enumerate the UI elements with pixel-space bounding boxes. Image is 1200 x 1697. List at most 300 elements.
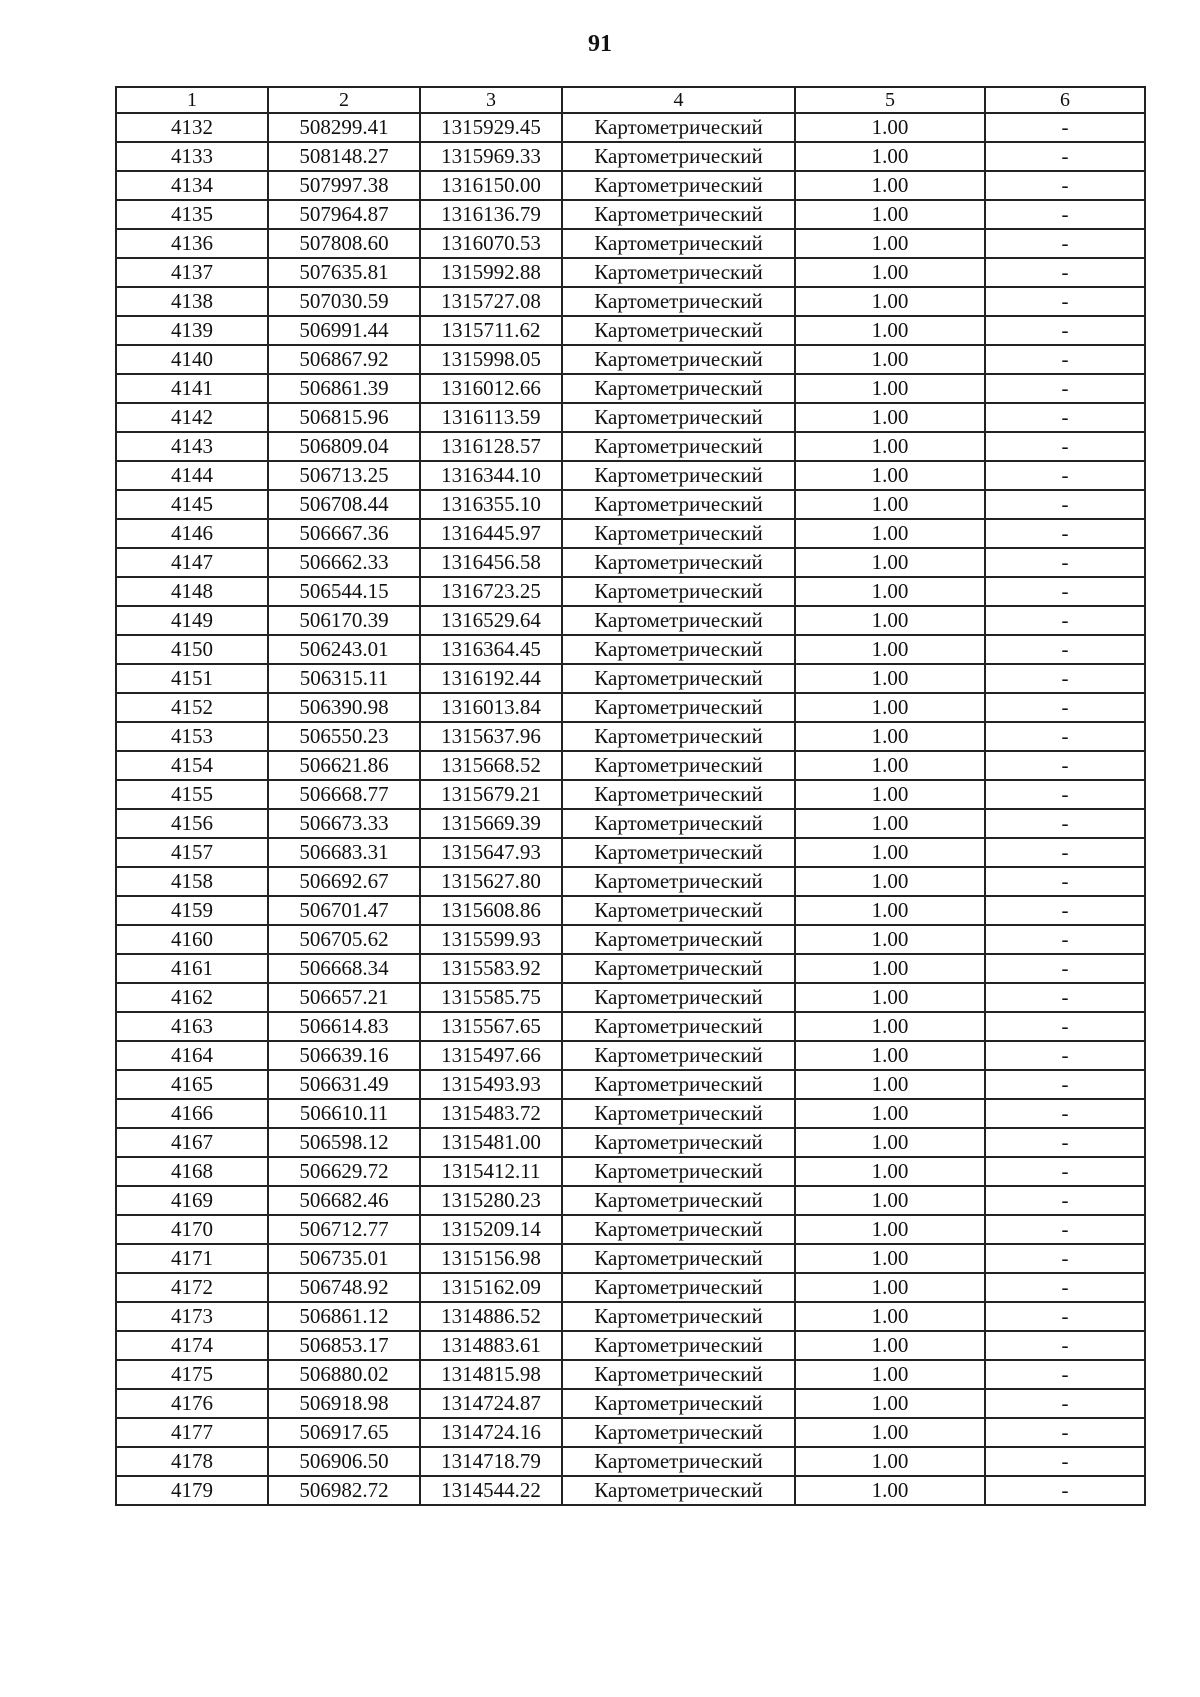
method-cell: Картометрический — [562, 403, 795, 432]
table-row — [116, 1418, 1145, 1447]
method-cell: Картометрический — [562, 1418, 795, 1447]
accuracy-cell: 1.00 — [795, 925, 985, 954]
note-cell: - — [985, 606, 1145, 635]
table-row — [116, 693, 1145, 722]
accuracy-cell: 1.00 — [795, 171, 985, 200]
accuracy-cell: 1.00 — [795, 780, 985, 809]
accuracy-cell: 1.00 — [795, 693, 985, 722]
y-coordinate-cell: 1316445.97 — [420, 519, 562, 548]
x-coordinate-cell: 507997.38 — [268, 171, 420, 200]
x-coordinate-cell: 507964.87 — [268, 200, 420, 229]
method-cell: Картометрический — [562, 838, 795, 867]
accuracy-cell: 1.00 — [795, 519, 985, 548]
method-cell: Картометрический — [562, 751, 795, 780]
accuracy-cell: 1.00 — [795, 316, 985, 345]
x-coordinate-cell: 506243.01 — [268, 635, 420, 664]
x-coordinate-cell: 506708.44 — [268, 490, 420, 519]
x-coordinate-cell: 506639.16 — [268, 1041, 420, 1070]
y-coordinate-cell: 1315627.80 — [420, 867, 562, 896]
accuracy-cell: 1.00 — [795, 896, 985, 925]
point-number-cell: 4173 — [116, 1302, 268, 1331]
note-cell: - — [985, 461, 1145, 490]
accuracy-cell: 1.00 — [795, 1041, 985, 1070]
note-cell: - — [985, 229, 1145, 258]
point-number-cell: 4168 — [116, 1157, 268, 1186]
accuracy-cell: 1.00 — [795, 1012, 985, 1041]
table-row — [116, 548, 1145, 577]
point-number-cell: 4165 — [116, 1070, 268, 1099]
y-coordinate-cell: 1315608.86 — [420, 896, 562, 925]
accuracy-cell: 1.00 — [795, 1302, 985, 1331]
point-number-cell: 4138 — [116, 287, 268, 316]
accuracy-cell: 1.00 — [795, 1331, 985, 1360]
x-coordinate-cell: 506662.33 — [268, 548, 420, 577]
y-coordinate-cell: 1315162.09 — [420, 1273, 562, 1302]
table-row — [116, 1215, 1145, 1244]
point-number-cell: 4178 — [116, 1447, 268, 1476]
table-row — [116, 142, 1145, 171]
column-header: 3 — [420, 87, 562, 113]
point-number-cell: 4135 — [116, 200, 268, 229]
method-cell: Картометрический — [562, 1070, 795, 1099]
accuracy-cell: 1.00 — [795, 142, 985, 171]
point-number-cell: 4143 — [116, 432, 268, 461]
coordinates-table — [115, 86, 1146, 1506]
accuracy-cell: 1.00 — [795, 1244, 985, 1273]
x-coordinate-cell: 506631.49 — [268, 1070, 420, 1099]
note-cell: - — [985, 374, 1145, 403]
accuracy-cell: 1.00 — [795, 635, 985, 664]
table-row — [116, 258, 1145, 287]
accuracy-cell: 1.00 — [795, 432, 985, 461]
note-cell: - — [985, 809, 1145, 838]
y-coordinate-cell: 1315727.08 — [420, 287, 562, 316]
y-coordinate-cell: 1315567.65 — [420, 1012, 562, 1041]
y-coordinate-cell: 1315992.88 — [420, 258, 562, 287]
note-cell: - — [985, 316, 1145, 345]
method-cell: Картометрический — [562, 722, 795, 751]
y-coordinate-cell: 1315998.05 — [420, 345, 562, 374]
y-coordinate-cell: 1315412.11 — [420, 1157, 562, 1186]
x-coordinate-cell: 506712.77 — [268, 1215, 420, 1244]
x-coordinate-cell: 506682.46 — [268, 1186, 420, 1215]
table-row — [116, 1360, 1145, 1389]
y-coordinate-cell: 1316113.59 — [420, 403, 562, 432]
x-coordinate-cell: 506692.67 — [268, 867, 420, 896]
table-row — [116, 316, 1145, 345]
column-header: 2 — [268, 87, 420, 113]
column-header: 1 — [116, 87, 268, 113]
note-cell: - — [985, 954, 1145, 983]
table-row — [116, 664, 1145, 693]
accuracy-cell: 1.00 — [795, 867, 985, 896]
note-cell: - — [985, 1418, 1145, 1447]
accuracy-cell: 1.00 — [795, 345, 985, 374]
method-cell: Картометрический — [562, 258, 795, 287]
method-cell: Картометрический — [562, 1157, 795, 1186]
x-coordinate-cell: 506809.04 — [268, 432, 420, 461]
accuracy-cell: 1.00 — [795, 1099, 985, 1128]
note-cell: - — [985, 1389, 1145, 1418]
method-cell: Картометрический — [562, 780, 795, 809]
method-cell: Картометрический — [562, 171, 795, 200]
x-coordinate-cell: 506170.39 — [268, 606, 420, 635]
method-cell: Картометрический — [562, 1331, 795, 1360]
point-number-cell: 4159 — [116, 896, 268, 925]
x-coordinate-cell: 506668.77 — [268, 780, 420, 809]
table-row — [116, 1302, 1145, 1331]
accuracy-cell: 1.00 — [795, 1476, 985, 1505]
y-coordinate-cell: 1315497.66 — [420, 1041, 562, 1070]
point-number-cell: 4148 — [116, 577, 268, 606]
y-coordinate-cell: 1314886.52 — [420, 1302, 562, 1331]
y-coordinate-cell: 1316013.84 — [420, 693, 562, 722]
accuracy-cell: 1.00 — [795, 751, 985, 780]
x-coordinate-cell: 506853.17 — [268, 1331, 420, 1360]
note-cell: - — [985, 925, 1145, 954]
y-coordinate-cell: 1315669.39 — [420, 809, 562, 838]
x-coordinate-cell: 507635.81 — [268, 258, 420, 287]
y-coordinate-cell: 1315483.72 — [420, 1099, 562, 1128]
method-cell: Картометрический — [562, 983, 795, 1012]
point-number-cell: 4146 — [116, 519, 268, 548]
point-number-cell: 4153 — [116, 722, 268, 751]
y-coordinate-cell: 1315280.23 — [420, 1186, 562, 1215]
table-row — [116, 751, 1145, 780]
table-row — [116, 1476, 1145, 1505]
x-coordinate-cell: 507030.59 — [268, 287, 420, 316]
note-cell: - — [985, 1360, 1145, 1389]
note-cell: - — [985, 693, 1145, 722]
note-cell: - — [985, 113, 1145, 142]
point-number-cell: 4150 — [116, 635, 268, 664]
point-number-cell: 4147 — [116, 548, 268, 577]
table-row — [116, 200, 1145, 229]
x-coordinate-cell: 506390.98 — [268, 693, 420, 722]
note-cell: - — [985, 838, 1145, 867]
table-row — [116, 1041, 1145, 1070]
page-number: 91 — [588, 31, 612, 57]
accuracy-cell: 1.00 — [795, 983, 985, 1012]
accuracy-cell: 1.00 — [795, 577, 985, 606]
point-number-cell: 4151 — [116, 664, 268, 693]
accuracy-cell: 1.00 — [795, 461, 985, 490]
method-cell: Картометрический — [562, 925, 795, 954]
table-row — [116, 1157, 1145, 1186]
table-row — [116, 1331, 1145, 1360]
point-number-cell: 4166 — [116, 1099, 268, 1128]
x-coordinate-cell: 506701.47 — [268, 896, 420, 925]
x-coordinate-cell: 508299.41 — [268, 113, 420, 142]
point-number-cell: 4142 — [116, 403, 268, 432]
table-row — [116, 838, 1145, 867]
point-number-cell: 4137 — [116, 258, 268, 287]
method-cell: Картометрический — [562, 809, 795, 838]
x-coordinate-cell: 506667.36 — [268, 519, 420, 548]
x-coordinate-cell: 506918.98 — [268, 1389, 420, 1418]
y-coordinate-cell: 1316150.00 — [420, 171, 562, 200]
accuracy-cell: 1.00 — [795, 258, 985, 287]
note-cell: - — [985, 664, 1145, 693]
note-cell: - — [985, 896, 1145, 925]
y-coordinate-cell: 1315585.75 — [420, 983, 562, 1012]
method-cell: Картометрический — [562, 896, 795, 925]
table-row — [116, 1128, 1145, 1157]
accuracy-cell: 1.00 — [795, 606, 985, 635]
method-cell: Картометрический — [562, 577, 795, 606]
note-cell: - — [985, 577, 1145, 606]
note-cell: - — [985, 1302, 1145, 1331]
table-row — [116, 461, 1145, 490]
note-cell: - — [985, 780, 1145, 809]
table-row — [116, 809, 1145, 838]
method-cell: Картометрический — [562, 867, 795, 896]
point-number-cell: 4152 — [116, 693, 268, 722]
method-cell: Картометрический — [562, 229, 795, 258]
table-row — [116, 1389, 1145, 1418]
table-row — [116, 229, 1145, 258]
note-cell: - — [985, 519, 1145, 548]
table-row — [116, 432, 1145, 461]
y-coordinate-cell: 1316136.79 — [420, 200, 562, 229]
point-number-cell: 4170 — [116, 1215, 268, 1244]
point-number-cell: 4169 — [116, 1186, 268, 1215]
point-number-cell: 4172 — [116, 1273, 268, 1302]
x-coordinate-cell: 506861.39 — [268, 374, 420, 403]
note-cell: - — [985, 200, 1145, 229]
note-cell: - — [985, 1128, 1145, 1157]
table-body — [116, 87, 1145, 1505]
method-cell: Картометрический — [562, 1244, 795, 1273]
note-cell: - — [985, 635, 1145, 664]
x-coordinate-cell: 506598.12 — [268, 1128, 420, 1157]
y-coordinate-cell: 1316355.10 — [420, 490, 562, 519]
method-cell: Картометрический — [562, 113, 795, 142]
accuracy-cell: 1.00 — [795, 1070, 985, 1099]
y-coordinate-cell: 1315156.98 — [420, 1244, 562, 1273]
y-coordinate-cell: 1315668.52 — [420, 751, 562, 780]
point-number-cell: 4164 — [116, 1041, 268, 1070]
y-coordinate-cell: 1315637.96 — [420, 722, 562, 751]
table-row — [116, 896, 1145, 925]
method-cell: Картометрический — [562, 1389, 795, 1418]
note-cell: - — [985, 490, 1145, 519]
note-cell: - — [985, 432, 1145, 461]
table-row — [116, 287, 1145, 316]
accuracy-cell: 1.00 — [795, 722, 985, 751]
note-cell: - — [985, 1331, 1145, 1360]
column-header: 6 — [985, 87, 1145, 113]
table-row — [116, 1070, 1145, 1099]
table-row — [116, 954, 1145, 983]
point-number-cell: 4179 — [116, 1476, 268, 1505]
note-cell: - — [985, 548, 1145, 577]
x-coordinate-cell: 506610.11 — [268, 1099, 420, 1128]
point-number-cell: 4139 — [116, 316, 268, 345]
y-coordinate-cell: 1316344.10 — [420, 461, 562, 490]
point-number-cell: 4175 — [116, 1360, 268, 1389]
method-cell: Картометрический — [562, 1012, 795, 1041]
method-cell: Картометрический — [562, 200, 795, 229]
y-coordinate-cell: 1314724.16 — [420, 1418, 562, 1447]
y-coordinate-cell: 1316456.58 — [420, 548, 562, 577]
note-cell: - — [985, 142, 1145, 171]
point-number-cell: 4136 — [116, 229, 268, 258]
method-cell: Картометрический — [562, 693, 795, 722]
x-coordinate-cell: 506735.01 — [268, 1244, 420, 1273]
point-number-cell: 4154 — [116, 751, 268, 780]
point-number-cell: 4141 — [116, 374, 268, 403]
method-cell: Картометрический — [562, 548, 795, 577]
accuracy-cell: 1.00 — [795, 1273, 985, 1302]
accuracy-cell: 1.00 — [795, 1186, 985, 1215]
x-coordinate-cell: 506713.25 — [268, 461, 420, 490]
method-cell: Картометрический — [562, 635, 795, 664]
accuracy-cell: 1.00 — [795, 1157, 985, 1186]
note-cell: - — [985, 1273, 1145, 1302]
method-cell: Картометрический — [562, 1360, 795, 1389]
x-coordinate-cell: 506815.96 — [268, 403, 420, 432]
x-coordinate-cell: 506544.15 — [268, 577, 420, 606]
note-cell: - — [985, 867, 1145, 896]
note-cell: - — [985, 1012, 1145, 1041]
method-cell: Картометрический — [562, 1041, 795, 1070]
method-cell: Картометрический — [562, 1302, 795, 1331]
method-cell: Картометрический — [562, 287, 795, 316]
accuracy-cell: 1.00 — [795, 1215, 985, 1244]
method-cell: Картометрический — [562, 461, 795, 490]
y-coordinate-cell: 1314544.22 — [420, 1476, 562, 1505]
table-row — [116, 490, 1145, 519]
accuracy-cell: 1.00 — [795, 403, 985, 432]
table-row — [116, 1244, 1145, 1273]
method-cell: Картометрический — [562, 432, 795, 461]
note-cell: - — [985, 722, 1145, 751]
accuracy-cell: 1.00 — [795, 1418, 985, 1447]
method-cell: Картометрический — [562, 1128, 795, 1157]
y-coordinate-cell: 1316192.44 — [420, 664, 562, 693]
method-cell: Картометрический — [562, 374, 795, 403]
note-cell: - — [985, 403, 1145, 432]
method-cell: Картометрический — [562, 1215, 795, 1244]
table-row — [116, 780, 1145, 809]
y-coordinate-cell: 1315481.00 — [420, 1128, 562, 1157]
method-cell: Картометрический — [562, 142, 795, 171]
table-row — [116, 1012, 1145, 1041]
point-number-cell: 4174 — [116, 1331, 268, 1360]
point-number-cell: 4156 — [116, 809, 268, 838]
table-row — [116, 635, 1145, 664]
x-coordinate-cell: 506673.33 — [268, 809, 420, 838]
y-coordinate-cell: 1314883.61 — [420, 1331, 562, 1360]
accuracy-cell: 1.00 — [795, 1447, 985, 1476]
y-coordinate-cell: 1315969.33 — [420, 142, 562, 171]
x-coordinate-cell: 506614.83 — [268, 1012, 420, 1041]
method-cell: Картометрический — [562, 664, 795, 693]
x-coordinate-cell: 506550.23 — [268, 722, 420, 751]
accuracy-cell: 1.00 — [795, 113, 985, 142]
accuracy-cell: 1.00 — [795, 374, 985, 403]
note-cell: - — [985, 1157, 1145, 1186]
table-row — [116, 577, 1145, 606]
table-row — [116, 403, 1145, 432]
point-number-cell: 4158 — [116, 867, 268, 896]
note-cell: - — [985, 287, 1145, 316]
method-cell: Картометрический — [562, 1273, 795, 1302]
table-row — [116, 345, 1145, 374]
table-row — [116, 1447, 1145, 1476]
x-coordinate-cell: 506705.62 — [268, 925, 420, 954]
point-number-cell: 4157 — [116, 838, 268, 867]
note-cell: - — [985, 751, 1145, 780]
accuracy-cell: 1.00 — [795, 664, 985, 693]
note-cell: - — [985, 1244, 1145, 1273]
point-number-cell: 4145 — [116, 490, 268, 519]
method-cell: Картометрический — [562, 1476, 795, 1505]
y-coordinate-cell: 1316529.64 — [420, 606, 562, 635]
accuracy-cell: 1.00 — [795, 1128, 985, 1157]
y-coordinate-cell: 1315711.62 — [420, 316, 562, 345]
accuracy-cell: 1.00 — [795, 287, 985, 316]
y-coordinate-cell: 1315209.14 — [420, 1215, 562, 1244]
table-row — [116, 867, 1145, 896]
method-cell: Картометрический — [562, 606, 795, 635]
x-coordinate-cell: 506867.92 — [268, 345, 420, 374]
accuracy-cell: 1.00 — [795, 200, 985, 229]
x-coordinate-cell: 506982.72 — [268, 1476, 420, 1505]
point-number-cell: 4161 — [116, 954, 268, 983]
table-row — [116, 374, 1145, 403]
y-coordinate-cell: 1316012.66 — [420, 374, 562, 403]
method-cell: Картометрический — [562, 345, 795, 374]
table-row — [116, 1186, 1145, 1215]
y-coordinate-cell: 1315583.92 — [420, 954, 562, 983]
point-number-cell: 4171 — [116, 1244, 268, 1273]
y-coordinate-cell: 1314724.87 — [420, 1389, 562, 1418]
note-cell: - — [985, 983, 1145, 1012]
table-row — [116, 925, 1145, 954]
x-coordinate-cell: 506315.11 — [268, 664, 420, 693]
accuracy-cell: 1.00 — [795, 229, 985, 258]
table-row — [116, 983, 1145, 1012]
x-coordinate-cell: 506629.72 — [268, 1157, 420, 1186]
method-cell: Картометрический — [562, 519, 795, 548]
point-number-cell: 4155 — [116, 780, 268, 809]
point-number-cell: 4133 — [116, 142, 268, 171]
accuracy-cell: 1.00 — [795, 1360, 985, 1389]
table-row — [116, 722, 1145, 751]
y-coordinate-cell: 1316364.45 — [420, 635, 562, 664]
accuracy-cell: 1.00 — [795, 809, 985, 838]
note-cell: - — [985, 345, 1145, 374]
y-coordinate-cell: 1314718.79 — [420, 1447, 562, 1476]
accuracy-cell: 1.00 — [795, 954, 985, 983]
x-coordinate-cell: 506657.21 — [268, 983, 420, 1012]
method-cell: Картометрический — [562, 1186, 795, 1215]
x-coordinate-cell: 506748.92 — [268, 1273, 420, 1302]
column-header: 5 — [795, 87, 985, 113]
y-coordinate-cell: 1315493.93 — [420, 1070, 562, 1099]
point-number-cell: 4140 — [116, 345, 268, 374]
note-cell: - — [985, 1447, 1145, 1476]
method-cell: Картометрический — [562, 1099, 795, 1128]
point-number-cell: 4149 — [116, 606, 268, 635]
y-coordinate-cell: 1315647.93 — [420, 838, 562, 867]
y-coordinate-cell: 1316128.57 — [420, 432, 562, 461]
note-cell: - — [985, 171, 1145, 200]
point-number-cell: 4167 — [116, 1128, 268, 1157]
x-coordinate-cell: 506917.65 — [268, 1418, 420, 1447]
